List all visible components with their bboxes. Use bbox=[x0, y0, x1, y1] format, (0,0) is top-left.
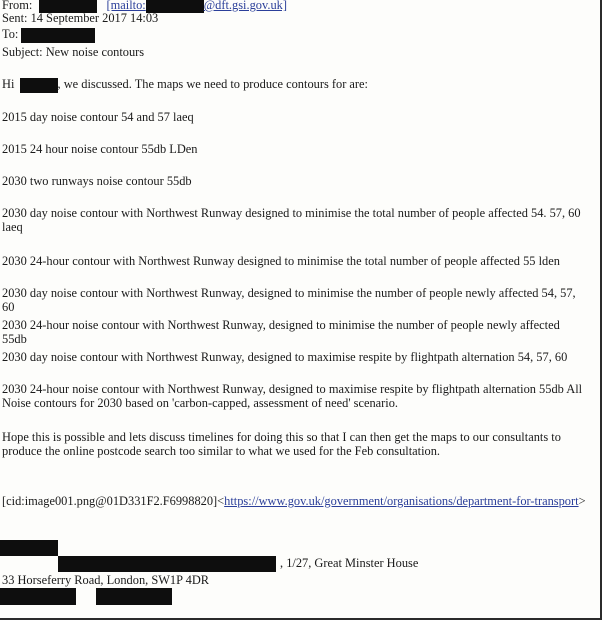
image-ref: [cid:image001.png@01D331F2.F6998820]< bbox=[2, 494, 225, 508]
contour-item: 2030 day noise contour with Northwest Runway, designed to minimise the number of people newly affected 54, 57, 60 bbox=[2, 286, 576, 314]
sent-line: Sent: 14 September 2017 14:03 bbox=[2, 11, 159, 25]
from-label: From: bbox=[2, 0, 33, 12]
signature-office: , 1/27, Great Minster House bbox=[280, 556, 419, 570]
signature-address: 33 Horseferry Road, London, SW1P 4DR bbox=[2, 573, 210, 587]
redacted-mobile bbox=[96, 588, 172, 605]
redacted-signature-title bbox=[58, 556, 276, 572]
redacted-phone bbox=[0, 588, 76, 605]
link-close: > bbox=[578, 494, 586, 508]
contour-item: 2030 day noise contour with Northwest Runway designed to minimise the total number of people affected 54. 57, 60 laeq bbox=[2, 206, 581, 234]
contour-item: 2030 24-hour noise contour with Northwest Runway, designed to minimise the number of people newly affected 55db bbox=[2, 318, 560, 346]
subject-line: Subject: New noise contours bbox=[2, 45, 145, 59]
redacted-recipient-first-name bbox=[20, 78, 58, 93]
contour-item: 2030 24-hour noise contour with Northwest Runway, designed to maximise respite by flightpath alternation 55db All Noise contours for 2030 based on 'carbon-capped, assessment of need' scenario. bbox=[2, 382, 583, 410]
closing-paragraph: Hope this is possible and lets discuss timelines for doing this so that I can then get the maps to our consultants to produce the online postcode search too similar to what we used for the Feb consultation. bbox=[2, 430, 561, 458]
redacted-signature-name bbox=[0, 540, 58, 556]
from-mailto-open: [mailto: bbox=[106, 0, 146, 12]
contour-item: 2030 day noise contour with Northwest Runway, designed to maximise respite by flightpath alternation 54, 57, 60 bbox=[2, 350, 568, 364]
to-line bbox=[2, 27, 95, 43]
signature-image-ref bbox=[2, 494, 587, 508]
dft-website-link[interactable]: https://www.gov.uk/government/organisations/department-for-transport bbox=[224, 494, 579, 508]
from-domain: @dft.gsi.gov.uk] bbox=[203, 0, 287, 12]
contour-item: 2030 24-hour contour with Northwest Runway designed to minimise the total number of people affected 55 lden bbox=[2, 254, 560, 268]
contour-item: 2015 day noise contour 54 and 57 laeq bbox=[2, 110, 194, 124]
redacted-recipient bbox=[21, 28, 95, 43]
greeting-rest: , we discussed. The maps we need to produce contours for are: bbox=[57, 77, 368, 91]
greeting-start: Hi bbox=[2, 77, 15, 91]
greeting bbox=[2, 77, 368, 93]
contour-item: 2030 two runways noise contour 55db bbox=[2, 174, 192, 188]
to-label: To: bbox=[2, 27, 19, 41]
contour-item: 2015 24 hour noise contour 55db LDen bbox=[2, 142, 198, 156]
